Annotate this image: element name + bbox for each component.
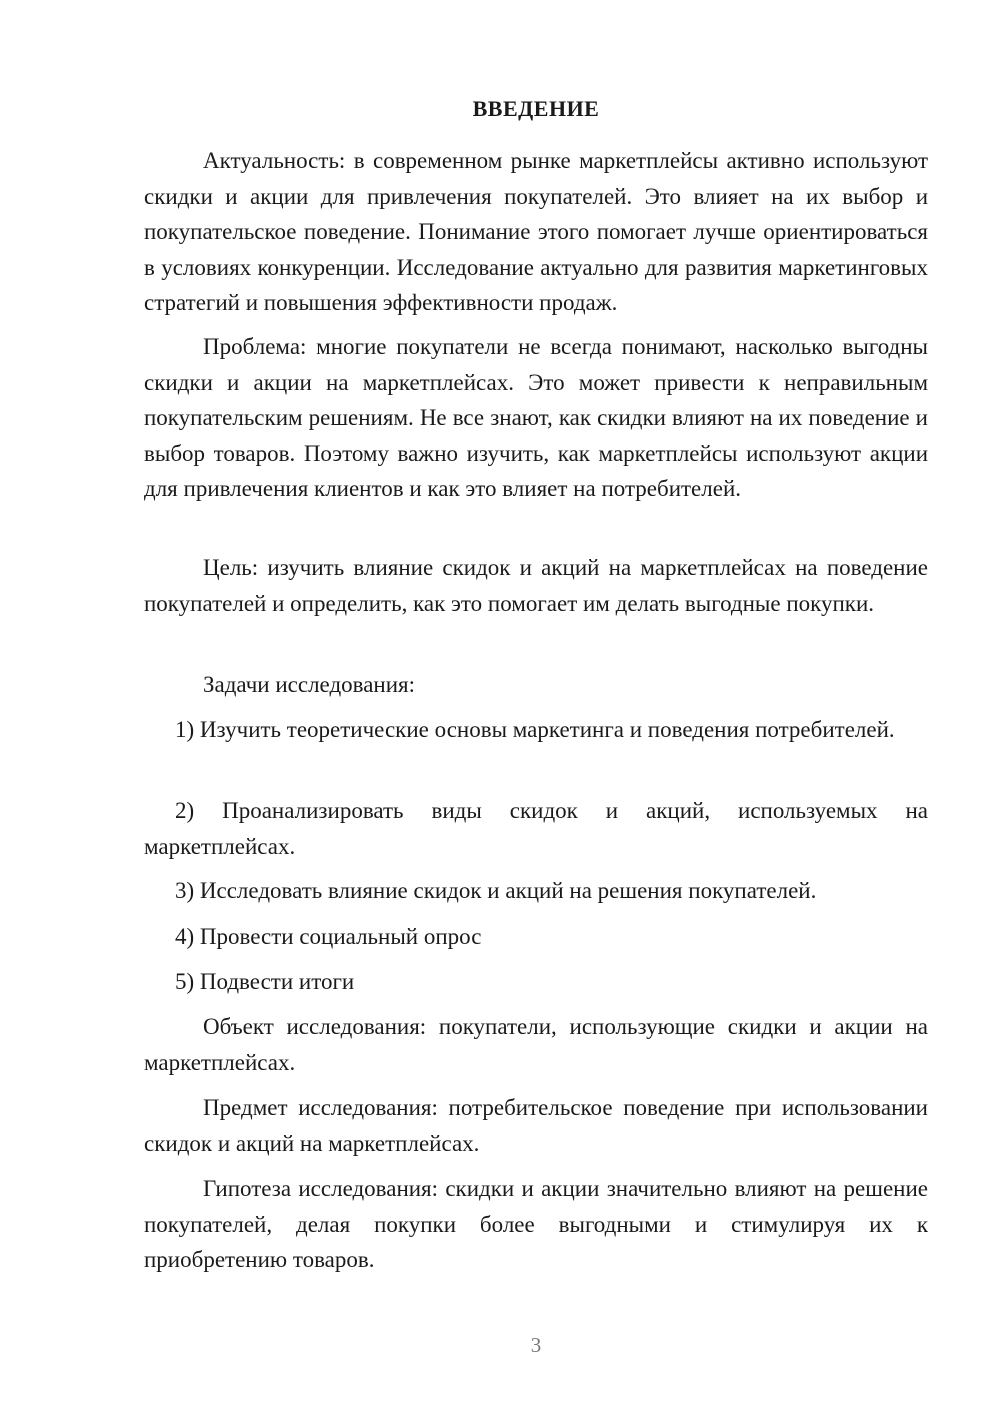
subject-paragraph: Предмет исследования: потребительское поведение при использовании скидок и акций на маркетплейсах.	[144, 1095, 928, 1156]
page-title: ВВЕДЕНИЕ	[472, 96, 600, 121]
goal-paragraph: Цель: изучить влияние скидок и акций на маркетплейсах на поведение покупателей и определить, как это помогает им делать выгодные покупки.	[144, 555, 928, 616]
hypothesis-paragraph: Гипотеза исследования: скидки и акции значительно влияют на решение покупателей, делая покупки более выгодными и стимулируя их к приобретению товаров.	[144, 1176, 928, 1272]
task-item-4: 4) Провести социальный опрос	[175, 924, 482, 949]
document-page	[144, 0, 928, 1414]
task-item-5: 5) Подвести итоги	[175, 969, 355, 994]
relevance-paragraph: Актуальность: в современном рынке маркетплейсы активно используют скидки и акции для привлечения покупателей. Это влияет на их выбор и покупательское поведение. Понимание этого помогает лучше ориентироваться в условиях конкуренции. Исследование актуально для развития маркетинговых стратегий и повышения эффективности продаж.	[144, 148, 928, 315]
page-number: 3	[530, 1333, 542, 1357]
task-item-3: 3) Исследовать влияние скидок и акций на решения покупателей.	[175, 878, 817, 903]
object-paragraph: Объект исследования: покупатели, использующие скидки и акции на маркетплейсах.	[144, 1014, 928, 1075]
tasks-heading: Задачи исследования:	[203, 672, 416, 697]
task-item-1: 1) Изучить теоретические основы маркетинга и поведения потребителей.	[175, 717, 895, 742]
task-item-2: 2) Проанализировать виды скидок и акций, используемых на маркетплейсах.	[144, 798, 928, 859]
problem-paragraph: Проблема: многие покупатели не всегда понимают, насколько выгодны скидки и акции на маркетплейсах. Это может привести к неправильным покупательским решениям. Не все знают, как скидки влияют на их поведение и выбор товаров. Поэтому важно изучить, как маркетплейсы используют акции для привлечения клиентов и как это влияет на потребителей.	[144, 334, 928, 501]
